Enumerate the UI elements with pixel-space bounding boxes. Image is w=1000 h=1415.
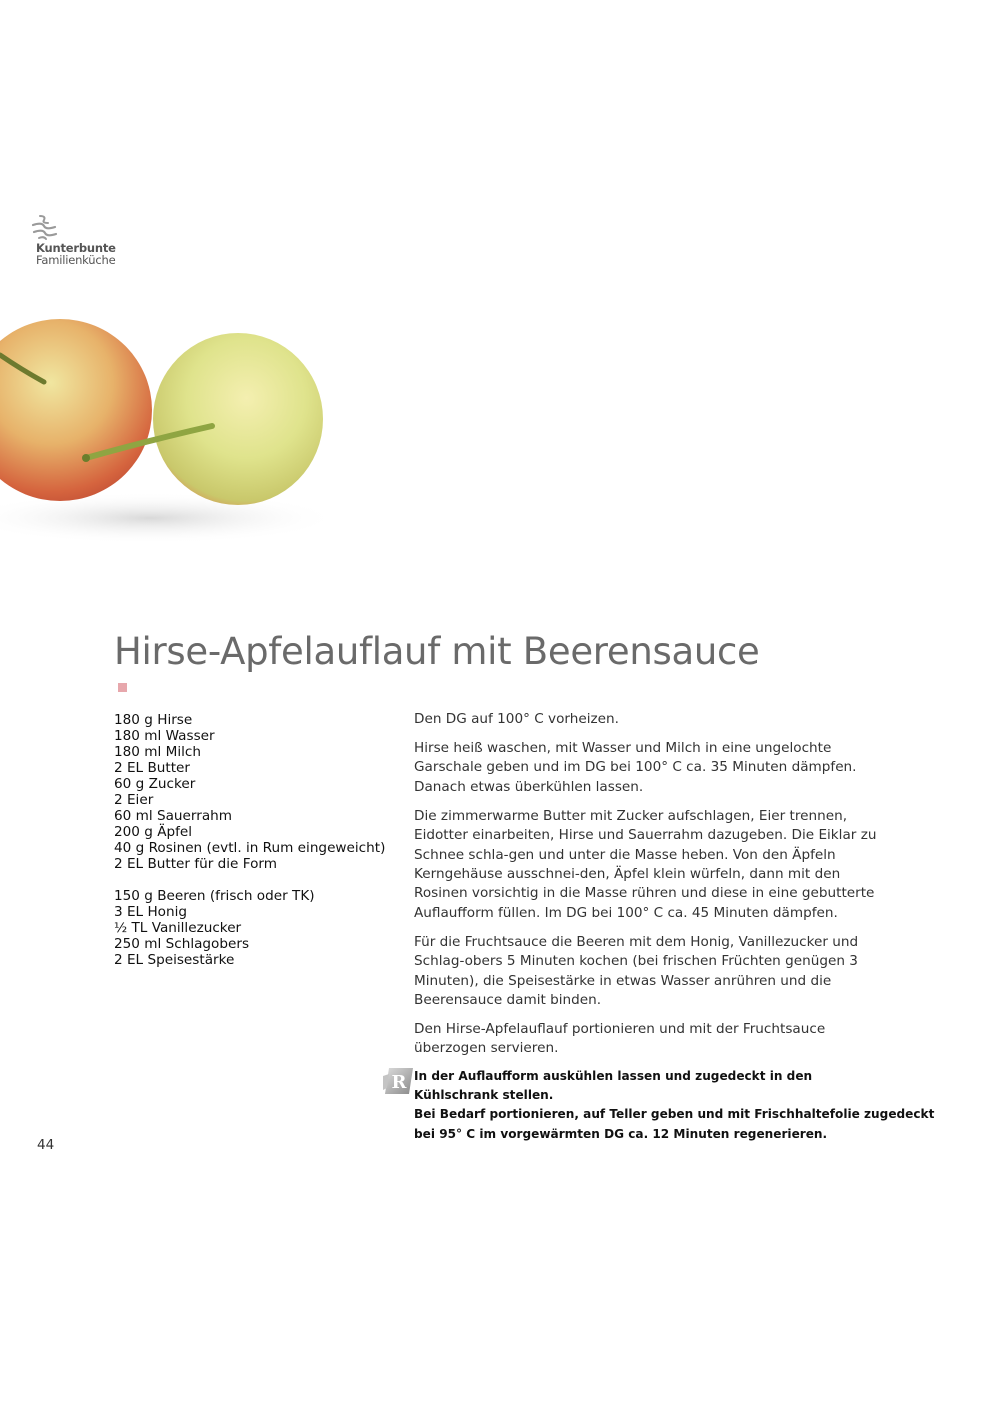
step-paragraph: Hirse heiß waschen, mit Wasser und Milch in eine ungelochte Garschale geben und im DG bei 100° C ca. 35 Minuten dämpfen. Danach etwas überkühlen lassen. xyxy=(414,740,857,795)
preparation-steps xyxy=(414,710,894,1068)
regeneration-line: bei 95° C im vorgewärmten DG ca. 12 Minuten regenerieren. xyxy=(414,1126,828,1141)
ingredient-item: 180 ml Milch xyxy=(114,744,201,760)
regeneration-line: Bei Bedarf portionieren, auf Teller geben und mit Frischhaltefolie zugedeckt xyxy=(414,1107,935,1122)
steam-icon xyxy=(30,213,60,243)
page-number: 44 xyxy=(37,1137,55,1153)
ingredient-item: 2 EL Butter für die Form xyxy=(114,856,277,872)
ingredient-item: ½ TL Vanillezucker xyxy=(114,920,242,936)
ingredient-item: 180 g Hirse xyxy=(114,712,193,728)
regeneration-line: Kühlschrank stellen. xyxy=(414,1088,554,1103)
ingredient-item: 250 ml Schlagobers xyxy=(114,936,250,952)
step-paragraph: Die zimmerwarme Butter mit Zucker aufschlagen, Eier trennen, Eidotter einarbeiten, Hirse und Sauerrahm dazugeben. Die Eiklar zu Schnee schla-gen und unter die Masse heben. Von den Äpfeln Kerngehäuse ausschnei-den, Äpfel klein würfeln, dann mit den Rosinen vorsichtig in die Masse rühren und diese in eine gebutterte Auflaufform füllen. Im DG bei 100° C ca. 45 Minuten dämpfen. xyxy=(414,807,877,921)
ingredient-item: 2 EL Speisestärke xyxy=(114,952,235,968)
ingredient-item: 200 g Äpfel xyxy=(114,824,193,840)
regeneration-line: In der Auflaufform auskühlen lassen und zugedeckt in den xyxy=(414,1069,813,1083)
ingredient-item: 60 ml Sauerrahm xyxy=(114,808,233,824)
apples-photo xyxy=(0,300,345,560)
step-paragraph: Für die Fruchtsauce die Beeren mit dem Honig, Vanillezucker und Schlag-obers 5 Minuten kochen (bei frischen Früchten genügen 3 Minuten), die Speisestärke in etwas Wasser anrühren und die Beerensauce damit binden. xyxy=(414,933,859,1009)
ingredients-group-main xyxy=(114,712,389,872)
ingredient-item: 40 g Rosinen (evtl. in Rum eingeweicht) xyxy=(114,840,386,856)
recipe-title: Hirse-Apfelauflauf mit Beerensauce xyxy=(114,630,760,673)
ingredient-item: 150 g Beeren (frisch oder TK) xyxy=(114,888,315,904)
step-paragraph: Den Hirse-Apfelauflauf portionieren und mit der Fruchtsauce überzogen servieren. xyxy=(414,1021,826,1057)
ingredient-item: 2 EL Butter xyxy=(114,760,191,776)
logo-text-sub: Familienküche xyxy=(36,253,116,267)
logo-text-brand: Kunterbunte xyxy=(36,241,116,255)
ingredients-list xyxy=(114,712,389,968)
ingredient-item: 180 ml Wasser xyxy=(114,728,215,744)
regenerate-r-icon xyxy=(383,1066,413,1096)
ingredient-item: 60 g Zucker xyxy=(114,776,196,792)
ingredient-item: 2 Eier xyxy=(114,792,154,808)
svg-text:R: R xyxy=(391,1072,407,1093)
ingredient-item: 3 EL Honig xyxy=(114,904,188,920)
regeneration-text xyxy=(414,1067,935,1144)
step-paragraph: Den DG auf 100° C vorheizen. xyxy=(414,711,619,727)
ingredients-group-sauce xyxy=(114,888,389,968)
title-accent-square xyxy=(118,683,127,692)
